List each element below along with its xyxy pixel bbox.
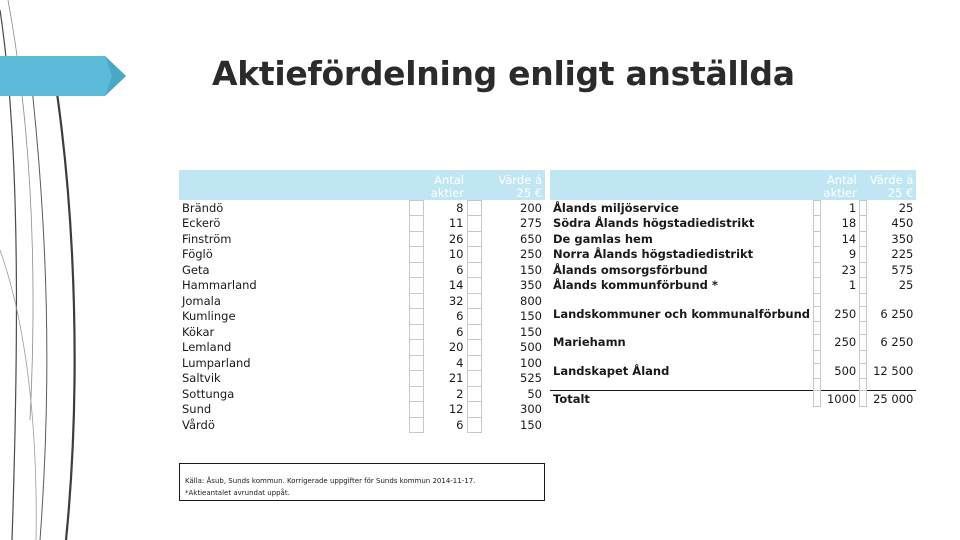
antal-value: 21 bbox=[448, 371, 464, 386]
spacer-cell bbox=[860, 231, 867, 247]
antal-value: 250 bbox=[834, 335, 857, 350]
row-label: Landskapet Åland bbox=[553, 363, 670, 378]
spacer-cell bbox=[814, 247, 821, 263]
header-cell bbox=[179, 170, 409, 200]
spacer-cell bbox=[409, 371, 423, 387]
row-label: Lemland bbox=[182, 340, 232, 355]
source-note bbox=[179, 463, 545, 501]
varde-value: 275 bbox=[520, 216, 542, 231]
spacer-cell bbox=[467, 340, 481, 356]
varde-value: 25 bbox=[898, 200, 914, 215]
varde-value: 525 bbox=[520, 371, 542, 386]
header-cell bbox=[860, 170, 867, 200]
page-title: Aktiefördelning enligt anställda bbox=[212, 54, 795, 93]
varde-value: 575 bbox=[891, 262, 914, 277]
antal-value: 12 bbox=[448, 402, 464, 417]
blank-cell bbox=[550, 379, 814, 391]
blank-cell bbox=[821, 322, 860, 335]
row-label: Föglö bbox=[182, 247, 213, 262]
table-row bbox=[179, 216, 545, 232]
header-cell bbox=[550, 170, 814, 200]
header-cell bbox=[409, 170, 423, 200]
spacer-cell bbox=[409, 200, 423, 216]
row-label: Ålands miljöservice bbox=[553, 200, 679, 215]
spacer-cell bbox=[814, 335, 821, 351]
spacer-cell bbox=[409, 262, 423, 278]
row-label: Jomala bbox=[182, 293, 221, 308]
spacer-cell bbox=[814, 216, 821, 232]
spacer-cell bbox=[467, 247, 481, 263]
row-label: Sund bbox=[182, 402, 212, 417]
antal-value: 20 bbox=[448, 340, 464, 355]
row-label: Sottunga bbox=[182, 386, 235, 401]
table-row bbox=[179, 200, 545, 216]
antal-value: 23 bbox=[841, 262, 857, 277]
spacer-cell bbox=[409, 355, 423, 371]
spacer-cell bbox=[467, 402, 481, 418]
table-row bbox=[179, 309, 545, 325]
blank-cell bbox=[860, 293, 867, 306]
antal-value: 6 bbox=[456, 417, 464, 432]
row-label: Totalt bbox=[550, 391, 814, 407]
organization-shares-table bbox=[550, 170, 916, 407]
summary-row bbox=[550, 335, 916, 351]
blank-cell bbox=[550, 350, 814, 363]
spacer-cell bbox=[467, 309, 481, 325]
row-label: De gamlas hem bbox=[553, 231, 653, 246]
spacer-cell bbox=[409, 402, 423, 418]
varde-value: 50 bbox=[527, 386, 542, 401]
antal-value: 8 bbox=[456, 200, 464, 215]
antal-value: 9 bbox=[848, 247, 857, 262]
spacer-cell bbox=[860, 306, 867, 322]
varde-value: 300 bbox=[520, 402, 542, 417]
table-row bbox=[179, 371, 545, 387]
source-line: Källa: Åsub, Sunds kommun. Korrigerade uppgifter för Sunds kommun 2014-11-17. bbox=[185, 477, 476, 485]
antal-value: 500 bbox=[834, 363, 857, 378]
antal-value: 26 bbox=[448, 231, 464, 246]
spacer-cell bbox=[409, 216, 423, 232]
header-cell bbox=[467, 170, 481, 200]
header-antal: Antal aktier bbox=[821, 170, 860, 200]
table-row bbox=[550, 200, 916, 216]
table-row bbox=[550, 278, 916, 294]
summary-row bbox=[550, 363, 916, 379]
row-label: Norra Ålands högstadiedistrikt bbox=[553, 247, 754, 262]
spacer-cell bbox=[814, 262, 821, 278]
spacer-cell bbox=[467, 216, 481, 232]
spacer-cell bbox=[467, 324, 481, 340]
decorative-curve bbox=[52, 60, 75, 540]
antal-value: 18 bbox=[841, 216, 857, 231]
municipality-shares-table bbox=[179, 170, 545, 433]
row-label: Vårdö bbox=[182, 417, 215, 432]
spacer-cell bbox=[814, 306, 821, 322]
header-cell bbox=[814, 170, 821, 200]
varde-value: 200 bbox=[520, 200, 542, 215]
varde-value: 250 bbox=[520, 247, 542, 262]
blank-cell bbox=[867, 322, 917, 335]
varde-value: 150 bbox=[520, 262, 542, 277]
spacer-cell bbox=[467, 386, 481, 402]
spacer-cell bbox=[409, 417, 423, 433]
spacer-cell bbox=[467, 371, 481, 387]
table-row bbox=[179, 293, 545, 309]
spacer-cell bbox=[409, 340, 423, 356]
blank-cell bbox=[814, 379, 821, 391]
antal-value: 11 bbox=[448, 216, 464, 231]
antal-value: 1000 bbox=[821, 391, 860, 407]
spacer-cell bbox=[860, 247, 867, 263]
blank-cell bbox=[860, 322, 867, 335]
spacer-cell bbox=[860, 335, 867, 351]
table-row bbox=[550, 231, 916, 247]
spacer-cell bbox=[409, 278, 423, 294]
varde-value: 800 bbox=[520, 293, 542, 308]
antal-value: 14 bbox=[448, 278, 464, 293]
blank-row bbox=[550, 379, 916, 391]
table-row bbox=[179, 324, 545, 340]
spacer-cell bbox=[467, 293, 481, 309]
table-row bbox=[179, 231, 545, 247]
header-varde: Värde á 25 € bbox=[481, 170, 545, 200]
antal-value: 250 bbox=[834, 306, 857, 321]
varde-value: 6 250 bbox=[880, 306, 914, 321]
varde-value: 6 250 bbox=[880, 335, 914, 350]
row-label: Kökar bbox=[182, 324, 215, 339]
header-varde: Värde á 25 € bbox=[867, 170, 917, 200]
table-row bbox=[179, 386, 545, 402]
spacer-cell bbox=[467, 200, 481, 216]
summary-row bbox=[550, 306, 916, 322]
table-row bbox=[179, 247, 545, 263]
spacer-cell bbox=[409, 293, 423, 309]
varde-value: 450 bbox=[891, 216, 914, 231]
row-label: Lumparland bbox=[182, 355, 251, 370]
antal-value: 4 bbox=[456, 355, 464, 370]
blank-row bbox=[550, 293, 916, 306]
spacer-cell bbox=[814, 231, 821, 247]
antal-value: 14 bbox=[841, 231, 857, 246]
blank-cell bbox=[814, 350, 821, 363]
blank-row bbox=[550, 322, 916, 335]
spacer-cell bbox=[814, 200, 821, 216]
table-header-row bbox=[550, 170, 916, 200]
footnote-line: *Aktieantalet avrundat uppåt. bbox=[185, 489, 290, 497]
spacer-cell bbox=[409, 386, 423, 402]
varde-value: 25 bbox=[898, 278, 914, 293]
varde-value: 650 bbox=[520, 231, 542, 246]
blank-row bbox=[550, 350, 916, 363]
varde-value: 150 bbox=[520, 309, 542, 324]
row-label: Kumlinge bbox=[182, 309, 236, 324]
table-row bbox=[179, 340, 545, 356]
varde-value: 500 bbox=[520, 340, 542, 355]
table-row bbox=[550, 216, 916, 232]
row-label: Brändö bbox=[182, 200, 224, 215]
spacer-cell bbox=[860, 200, 867, 216]
header-antal: Antal aktier bbox=[423, 170, 467, 200]
table-row bbox=[550, 262, 916, 278]
blank-cell bbox=[821, 293, 860, 306]
spacer-cell bbox=[814, 363, 821, 379]
spacer-cell bbox=[860, 363, 867, 379]
table-row bbox=[550, 247, 916, 263]
spacer-cell bbox=[409, 324, 423, 340]
spacer-cell bbox=[467, 417, 481, 433]
spacer-cell bbox=[467, 355, 481, 371]
blank-cell bbox=[867, 293, 917, 306]
spacer-cell bbox=[814, 391, 821, 407]
antal-value: 1 bbox=[848, 200, 857, 215]
antal-value: 2 bbox=[456, 386, 464, 401]
antal-value: 10 bbox=[448, 247, 464, 262]
spacer-cell bbox=[860, 391, 867, 407]
blank-cell bbox=[814, 322, 821, 335]
row-label: Ålands omsorgsförbund bbox=[553, 262, 708, 277]
table-row bbox=[179, 402, 545, 418]
table-row bbox=[179, 355, 545, 371]
blank-cell bbox=[550, 322, 814, 335]
row-label: Ålands kommunförbund * bbox=[553, 278, 718, 293]
blank-cell bbox=[860, 350, 867, 363]
table-row bbox=[179, 262, 545, 278]
spacer-cell bbox=[814, 278, 821, 294]
varde-value: 350 bbox=[520, 278, 542, 293]
row-label: Eckerö bbox=[182, 216, 221, 231]
blank-cell bbox=[867, 350, 917, 363]
row-label: Södra Ålands högstadiedistrikt bbox=[553, 216, 755, 231]
varde-value: 350 bbox=[891, 231, 914, 246]
varde-value: 150 bbox=[520, 417, 542, 432]
row-label: Mariehamn bbox=[553, 335, 626, 350]
antal-value: 6 bbox=[456, 309, 464, 324]
spacer-cell bbox=[467, 278, 481, 294]
blank-cell bbox=[814, 293, 821, 306]
antal-value: 1 bbox=[848, 278, 857, 293]
spacer-cell bbox=[409, 231, 423, 247]
table-header-row bbox=[179, 170, 545, 200]
row-label: Landskommuner och kommunalförbund bbox=[553, 306, 811, 321]
row-label: Finström bbox=[182, 231, 232, 246]
varde-value: 225 bbox=[891, 247, 914, 262]
spacer-cell bbox=[860, 278, 867, 294]
spacer-cell bbox=[467, 231, 481, 247]
spacer-cell bbox=[409, 309, 423, 325]
antal-value: 6 bbox=[456, 324, 464, 339]
spacer-cell bbox=[409, 247, 423, 263]
total-row bbox=[550, 391, 916, 407]
table-row bbox=[179, 417, 545, 433]
blank-cell bbox=[550, 293, 814, 306]
varde-value: 100 bbox=[520, 355, 542, 370]
decorative-curve bbox=[30, 70, 47, 540]
row-label: Saltvik bbox=[182, 371, 221, 386]
spacer-cell bbox=[860, 216, 867, 232]
table-row bbox=[179, 278, 545, 294]
accent-arrow-icon bbox=[0, 56, 126, 96]
blank-cell bbox=[860, 379, 867, 391]
blank-cell bbox=[821, 379, 860, 391]
spacer-cell bbox=[467, 262, 481, 278]
varde-value: 25 000 bbox=[867, 391, 917, 407]
row-label: Hammarland bbox=[182, 278, 257, 293]
varde-value: 12 500 bbox=[873, 363, 914, 378]
antal-value: 6 bbox=[456, 262, 464, 277]
spacer-cell bbox=[860, 262, 867, 278]
varde-value: 150 bbox=[520, 324, 542, 339]
blank-cell bbox=[867, 379, 917, 391]
row-label: Geta bbox=[182, 262, 210, 277]
antal-value: 32 bbox=[448, 293, 464, 308]
blank-cell bbox=[821, 350, 860, 363]
